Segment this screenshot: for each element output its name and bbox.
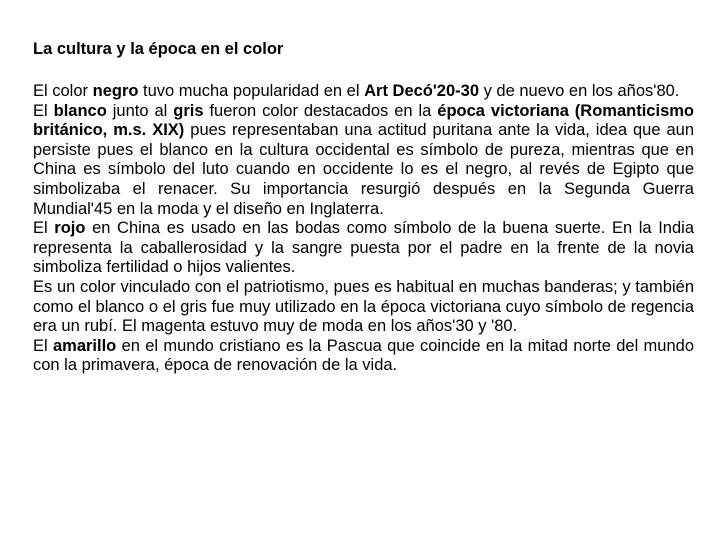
- bold-term: amarillo: [52, 336, 117, 355]
- slide-body: [33, 82, 694, 376]
- text-run: tuvo mucha popularidad en el: [138, 82, 365, 100]
- text-run: El: [33, 101, 54, 120]
- text-run: en China es usado en las bodas como símbolo de la buena suerte. En la India representa la caballerosidad y la sangre puesta por el padre en la frente de la novia simboliza fertilidad o hijos valientes.: [33, 219, 694, 277]
- bold-term: rojo: [54, 219, 86, 238]
- text-run: Es un color vinculado con el patriotismo, pues es habitual en muchas banderas; y también como el blanco o el gris fue muy utilizado en la época victoriana cuyo símbolo de regencia era un rubí. El magenta estuvo muy de moda en los años'30 y '80.: [33, 277, 694, 336]
- bold-term: época victoriana (Romanticismo británico, m.s. XIX): [33, 101, 694, 140]
- text-run: El color: [33, 82, 93, 100]
- paragraph: [33, 219, 694, 278]
- bold-term: blanco: [53, 101, 107, 120]
- slide-title: La cultura y la época en el color: [33, 40, 284, 58]
- text-run: en el mundo cristiano es la Pascua que coincide en la mitad norte del mundo con la primavera, época de renovación de la vida.: [33, 336, 694, 375]
- text-run: pues representaban una actitud puritana ante la vida, idea que aun persiste pues el blanco en la cultura occidental es símbolo de pureza, mientras que en China es símbolo del luto cuando en occidente lo es el negro, al revés de Egipto que simbolizaba el renacer. Su importancia resurgió después en la Segunda Guerra Mundial'45 en la moda y el diseño en Inglaterra.: [33, 121, 694, 218]
- text-run: El: [33, 219, 55, 238]
- paragraph: [33, 82, 694, 102]
- paragraph: [33, 278, 694, 337]
- bold-term: gris: [173, 101, 204, 120]
- paragraph: [33, 102, 694, 220]
- text-run: y de nuevo en los años'80.: [479, 82, 680, 100]
- paragraph: [33, 337, 694, 376]
- text-run: fueron color destacados en la: [203, 101, 438, 120]
- text-run: El: [33, 336, 53, 355]
- slide-content: [33, 38, 694, 376]
- bold-term: Art Decó'20-30: [364, 82, 479, 100]
- bold-term: negro: [92, 82, 139, 100]
- text-run: junto al: [106, 101, 174, 120]
